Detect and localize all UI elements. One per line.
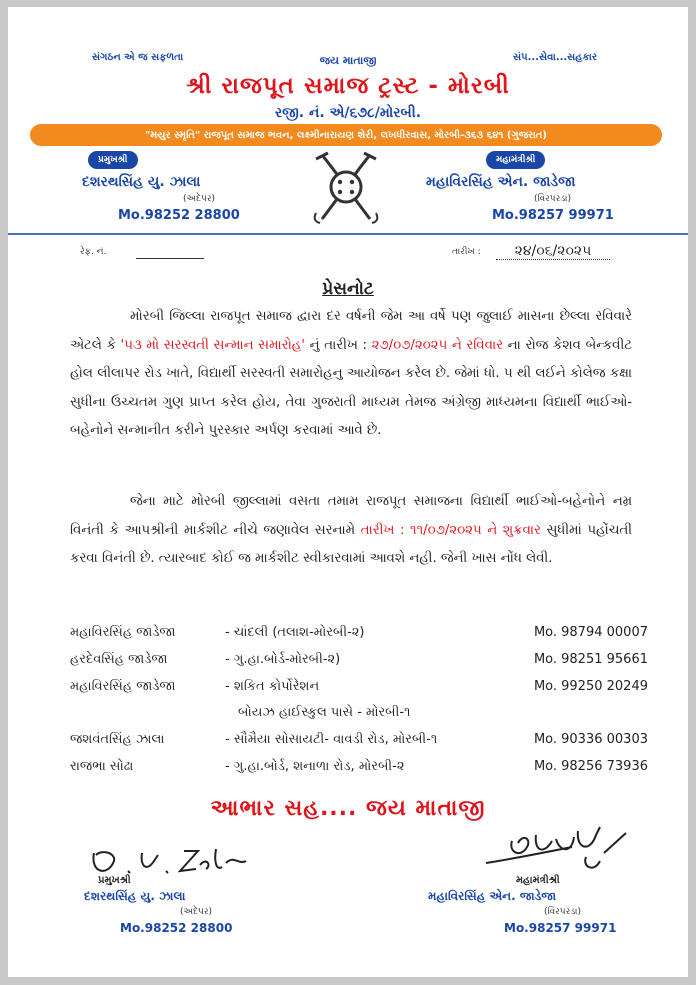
press-note-page xyxy=(8,7,688,977)
contact-name: મહાવિરસિંહ જાડેજા xyxy=(70,625,176,640)
address-bar: "મયુર સ્મૃતિ" રાજપૂત સમાજ ભવન, લક્ષ્મીનારાયણ શેરી, લખધીરવાસ, મોરબી-૩૬૩ ૬૪૧ (ગુજરાત) xyxy=(30,124,662,146)
president-name: દશરથસિંહ યુ. ઝાલા xyxy=(82,174,201,190)
secretary-signature-icon xyxy=(482,823,632,879)
president-role-pill: પ્રમુખશ્રી xyxy=(88,151,138,169)
closing-thanks: આભાર સહ.... જય માતાજી xyxy=(210,796,486,821)
slogan-right: સંપ...સેવા...સહકાર xyxy=(513,52,598,63)
contact-mobile: Mo. 98256 73936 xyxy=(533,759,648,774)
contact-mobile: Mo. 98794 00007 xyxy=(533,625,648,640)
secretary-place: (વિરપરડા) xyxy=(534,194,571,204)
secretary-sig-role: મહામંત્રીશ્રી xyxy=(516,875,560,886)
contact-row xyxy=(70,679,648,703)
president-sig-name: દશરથસિંહ યુ. ઝાલા xyxy=(84,889,186,903)
contact-address: - ગુ.હા.બોર્ડ-મોરબી-૨) xyxy=(225,652,341,667)
contact-row xyxy=(70,625,648,649)
secretary-name: મહાવિરસિંહ એન. જાડેજા xyxy=(426,174,576,190)
ref-label: રેફ. નં. xyxy=(80,247,107,257)
date-value: ૨૪/૦૬/૨૦૨૫ xyxy=(496,243,610,260)
secretary-sig-mobile: Mo.98257 99971 xyxy=(504,921,617,935)
contact-row xyxy=(70,705,648,729)
president-place: (અદેપર) xyxy=(183,194,216,204)
contact-name: રાજભા સોઢા xyxy=(70,759,134,774)
ref-blank-line xyxy=(136,258,204,259)
contact-row xyxy=(70,732,648,756)
contact-mobile: Mo. 99250 20249 xyxy=(533,679,648,694)
contact-address: - ચાંદલી (તલાશ-મોરબી-૨) xyxy=(225,625,365,640)
contact-address: - ગુ.હા.બોર્ડ, શનાળા રોડ, મોરબી-૨ xyxy=(225,759,405,774)
p1-text-b: નું તારીખ : xyxy=(304,337,372,353)
p1-event-name: '૫૩ મો સરસ્વતી સન્માન સમારોહ' xyxy=(120,337,305,353)
contact-mobile: Mo. 90336 00303 xyxy=(533,732,648,747)
president-mobile: Mo.98252 28800 xyxy=(118,208,240,223)
slogan-left: સંગઠન એ જ સફળતા xyxy=(92,52,184,63)
contact-address: - સૌમૈયા સોસાયટી- વાવડી રોડ, મોરબી-૧ xyxy=(225,732,438,747)
swords-shield-emblem-icon xyxy=(308,149,384,227)
press-note-heading: પ્રેસનોટ xyxy=(322,279,374,299)
p2-text-a: જેના માટે મોરબી જીલ્લામાં વસતા તમામ રાજપૂત સમાજના વિદ્યાર્થી ભાઈઓ-બહેનોને નમ્ર વિનંતી કે આપશ્રીની માર્કશીટ નીચે જણાવેલ સરનામે xyxy=(70,494,632,538)
paragraph-1 xyxy=(70,303,632,446)
p1-text-c: ના રોજ કેશવ બેન્કવીટ હોલ લીલાપર રોડ ખાતે, વિદ્યાર્થી સરસ્વતી સમારોહનુ આયોજન કરેલ છે. જેમાં ધો. ૫ થી લઈને કોલેજ કક્ષા સુધીના ઉચ્ચતમ ગુણ પ્રાપ્ત કરેલ હોય, તેવા ગુજરાતી માધ્યમ તેમજ અંગ્રેજી માધ્યમના વિદ્યાર્થી ભાઈઓ-બહેનોને સન્માનીત કરીને પુરસ્કાર અર્પણ કરવામાં આવે છે. xyxy=(70,337,632,438)
p1-text-a: મોરબી જિલ્લા રાજપૂત સમાજ દ્વારા દર વર્ષની જેમ આ વર્ષે પણ જુલાઈ માસના છેલ્લા રવિવારે એટલે કે xyxy=(70,309,632,353)
header-divider xyxy=(8,233,688,235)
organisation-title: શ્રી રાજપૂત સમાજ ટ્રસ્ટ - મોરબી xyxy=(186,73,510,99)
p2-text-b: સુધીમાં પહોંચતી કરવા વિનંતી છે. ત્યારબાદ કોઈ જ માર્કશીટ સ્વીકારવામાં આવશે નહી. જેની ખાસ નોંધ લેવી. xyxy=(70,522,632,566)
contact-address: - શકિત કોર્પોરેશન xyxy=(225,679,320,694)
p1-event-date: ૨૭/૦૭/૨૦૨૫ ને રવિવાર xyxy=(371,337,503,353)
contact-name: મહાવિરસિંહ જાડેજા xyxy=(70,679,176,694)
contact-row xyxy=(70,759,648,783)
contact-address: બોયઝ હાઈસ્કુલ પાસે - મોરબી-૧ xyxy=(238,705,411,720)
secretary-sig-place: (વિરપરડા) xyxy=(544,907,581,917)
date-label: તારીખ : xyxy=(452,247,481,257)
p2-deadline: તારીખ : ૧૧/૦૭/૨૦૨૫ ને શુક્રવાર xyxy=(360,522,541,538)
paragraph-2 xyxy=(70,488,632,574)
secretary-role-pill: મહામંત્રીશ્રી xyxy=(486,151,545,169)
president-sig-place: (અદેપર) xyxy=(180,907,213,917)
secretary-mobile: Mo.98257 99971 xyxy=(492,208,614,223)
contact-name: જશવંતસિંહ ઝાલા xyxy=(70,732,165,747)
top-line: જય માતાજી xyxy=(319,54,377,67)
contact-row xyxy=(70,652,648,676)
registration-number: રજી. નં. એ/૬૭૮/મોરબી. xyxy=(274,105,422,121)
president-sig-role: પ્રમુખશ્રી xyxy=(98,875,131,886)
contact-name: હરદેવસિંહ જાડેજા xyxy=(70,652,168,667)
secretary-sig-name: મહાવિરસિંહ એન. જાડેજા xyxy=(428,889,557,903)
president-sig-mobile: Mo.98252 28800 xyxy=(120,921,233,935)
contact-mobile: Mo. 98251 95661 xyxy=(533,652,648,667)
